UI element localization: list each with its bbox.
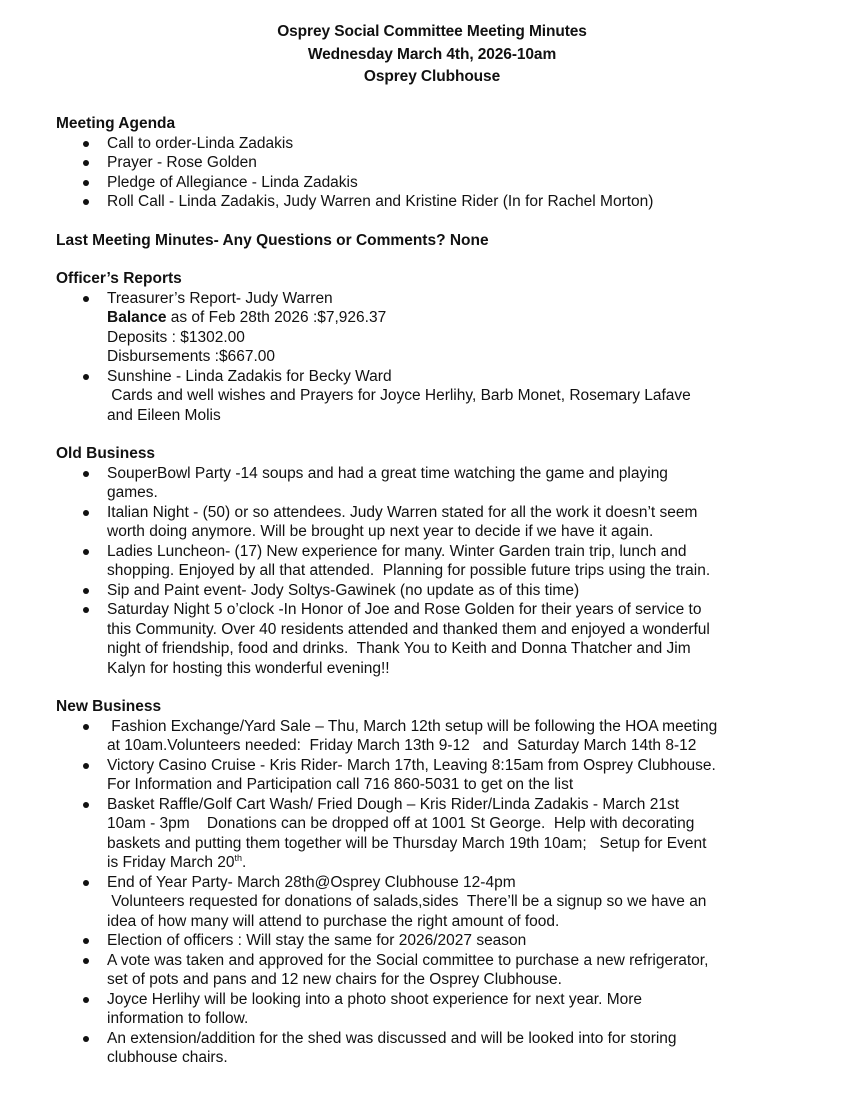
item-text-line: End of Year Party- March 28th@Osprey Clubhouse 12-4pm bbox=[107, 873, 516, 891]
meeting-location: Osprey Clubhouse bbox=[363, 68, 501, 85]
item-text-line bbox=[107, 853, 836, 873]
balance-value: as of Feb 28th 2026 :$7,926.37 bbox=[166, 309, 387, 326]
bullet-icon bbox=[83, 471, 89, 477]
item-text: is Friday March 20 bbox=[107, 854, 235, 871]
list-item bbox=[56, 581, 836, 601]
section-title: Old Business bbox=[56, 445, 156, 462]
item-text-line: set of pots and pans and 12 new chairs for the Osprey Clubhouse. bbox=[107, 971, 562, 988]
item-text-line: night of friendship, food and drinks. Thank You to Keith and Donna Thatcher and Jim bbox=[107, 640, 691, 657]
item-text-line: at 10am.Volunteers needed: Friday March 13th 9-12 and Saturday March 14th 8-12 bbox=[107, 737, 697, 754]
list-item bbox=[56, 756, 836, 795]
item-text-line: Basket Raffle/Golf Cart Wash/ Fried Dough – Kris Rider/Linda Zadakis - March 21st bbox=[107, 795, 680, 813]
bullet-icon bbox=[83, 880, 89, 886]
list-item bbox=[56, 1029, 836, 1068]
item-text-line: shopping. Enjoyed by all that attended. Planning for possible future trips using the train. bbox=[107, 562, 711, 579]
bullet-icon bbox=[83, 374, 89, 380]
list-item bbox=[56, 931, 836, 951]
list-item bbox=[56, 717, 836, 756]
item-text-line: SouperBowl Party -14 soups and had a great time watching the game and playing bbox=[107, 464, 668, 482]
bullet-icon bbox=[83, 607, 89, 613]
item-text-line: For Information and Participation call 716 860-5031 to get on the list bbox=[107, 776, 574, 793]
item-text-line: Volunteers requested for donations of salads,sides There’ll be a signup so we have an bbox=[107, 893, 707, 910]
bullet-icon bbox=[83, 549, 89, 555]
sunshine-text: Cards and well wishes and Prayers for Joyce Herlihy, Barb Monet, Rosemary Lafave bbox=[107, 387, 691, 404]
disbursements-line: Disbursements :$667.00 bbox=[107, 348, 276, 365]
bullet-icon bbox=[83, 296, 89, 302]
item-text-line: Kalyn for hosting this wonderful evening!! bbox=[107, 659, 390, 677]
section-title: Last Meeting Minutes- Any Questions or Comments? None bbox=[56, 231, 489, 249]
bullet-icon bbox=[83, 724, 89, 730]
list-item bbox=[56, 134, 836, 154]
bullet-icon bbox=[83, 160, 89, 166]
section-title: New Business bbox=[56, 698, 162, 715]
bullet-icon bbox=[83, 763, 89, 769]
item-text-line: Fashion Exchange/Yard Sale – Thu, March 12th setup will be following the HOA meeting bbox=[107, 717, 718, 735]
item-text-line: An extension/addition for the shed was discussed and will be looked into for storing bbox=[107, 1029, 677, 1047]
list-item bbox=[56, 153, 836, 173]
item-text-line: Saturday Night 5 o’clock -In Honor of Joe and Rose Golden for their years of service to bbox=[107, 601, 702, 618]
bullet-icon bbox=[83, 997, 89, 1003]
item-text-line: Victory Casino Cruise - Kris Rider- March 17th, Leaving 8:15am from Osprey Clubhouse. bbox=[107, 756, 716, 774]
bullet-icon bbox=[83, 938, 89, 944]
section-title: Meeting Agenda bbox=[56, 115, 176, 132]
item-text-line: this Community. Over 40 residents attended and thanked them and enjoyed a wonderful bbox=[107, 620, 710, 638]
list-item bbox=[56, 173, 836, 193]
item-text-line: clubhouse chairs. bbox=[107, 1049, 228, 1066]
item-text-line: games. bbox=[107, 484, 158, 501]
item-text-line: Ladies Luncheon- (17) New experience for many. Winter Garden train trip, lunch and bbox=[107, 542, 687, 560]
item-text-line: Pledge of Allegiance - Linda Zadakis bbox=[107, 173, 358, 191]
list-item bbox=[56, 464, 836, 503]
list-item bbox=[56, 542, 836, 581]
list-item bbox=[56, 951, 836, 990]
deposits-line: Deposits : $1302.00 bbox=[107, 328, 245, 346]
ordinal-suffix: th bbox=[234, 852, 242, 863]
item-text-line: baskets and putting them together will be Thursday March 19th 10am; Setup for Event bbox=[107, 834, 707, 852]
bullet-icon bbox=[83, 180, 89, 186]
sunshine-text: and Eileen Molis bbox=[107, 406, 221, 424]
bullet-icon bbox=[83, 510, 89, 516]
list-item bbox=[56, 795, 836, 873]
balance-label: Balance bbox=[107, 309, 167, 326]
list-item bbox=[56, 192, 836, 212]
item-text-line: Roll Call - Linda Zadakis, Judy Warren and Kristine Rider (In for Rachel Morton) bbox=[107, 193, 654, 210]
item-text-line: Italian Night - (50) or so attendees. Judy Warren stated for all the work it doesn’t seem bbox=[107, 503, 698, 521]
item-text-line: worth doing anymore. Will be brought up next year to decide if we have it again. bbox=[107, 523, 654, 540]
bullet-icon bbox=[83, 958, 89, 964]
bullet-icon bbox=[83, 1036, 89, 1042]
document-title: Osprey Social Committee Meeting Minutes bbox=[277, 23, 587, 40]
officers-list bbox=[56, 289, 836, 426]
item-text-line: 10am - 3pm Donations can be dropped off at 1001 St George. Help with decorating bbox=[107, 815, 695, 832]
section-meeting-agenda bbox=[56, 114, 836, 212]
document-header bbox=[0, 21, 864, 89]
bullet-icon bbox=[83, 802, 89, 808]
bullet-icon bbox=[83, 199, 89, 205]
section-new-business bbox=[56, 697, 836, 1068]
item-text-line: Prayer - Rose Golden bbox=[107, 154, 257, 171]
list-item bbox=[56, 503, 836, 542]
item-text-line: Joyce Herlihy will be looking into a photo shoot experience for next year. More bbox=[107, 990, 643, 1008]
section-old-business bbox=[56, 444, 836, 678]
list-item bbox=[56, 600, 836, 678]
new-business-list bbox=[56, 717, 836, 1068]
section-officers-reports bbox=[56, 269, 836, 425]
bullet-icon bbox=[83, 141, 89, 147]
list-item-treasurer-report bbox=[56, 289, 836, 367]
bullet-icon bbox=[83, 588, 89, 594]
old-business-list bbox=[56, 464, 836, 679]
item-text-line: A vote was taken and approved for the Social committee to purchase a new refrigerator, bbox=[107, 951, 709, 969]
agenda-list bbox=[56, 134, 836, 212]
sunshine-heading: Sunshine - Linda Zadakis for Becky Ward bbox=[107, 367, 392, 385]
list-item-sunshine bbox=[56, 367, 836, 426]
item-text-line: information to follow. bbox=[107, 1010, 249, 1027]
item-text-line: Call to order-Linda Zadakis bbox=[107, 134, 294, 152]
list-item bbox=[56, 990, 836, 1029]
item-text-line: idea of how many will attend to purchase the right amount of food. bbox=[107, 912, 560, 930]
section-title: Officer’s Reports bbox=[56, 270, 182, 287]
item-text: . bbox=[242, 854, 247, 871]
document-body bbox=[56, 114, 836, 1068]
item-text-line: Election of officers : Will stay the same for 2026/2027 season bbox=[107, 932, 527, 949]
meeting-date: Wednesday March 4th, 2026-10am bbox=[307, 45, 557, 63]
balance-line bbox=[107, 308, 836, 328]
section-last-minutes bbox=[56, 231, 836, 251]
treasurer-heading: Treasurer’s Report- Judy Warren bbox=[107, 289, 333, 307]
list-item bbox=[56, 873, 836, 932]
item-text-line: Sip and Paint event- Jody Soltys-Gawinek (no update as of this time) bbox=[107, 581, 580, 599]
